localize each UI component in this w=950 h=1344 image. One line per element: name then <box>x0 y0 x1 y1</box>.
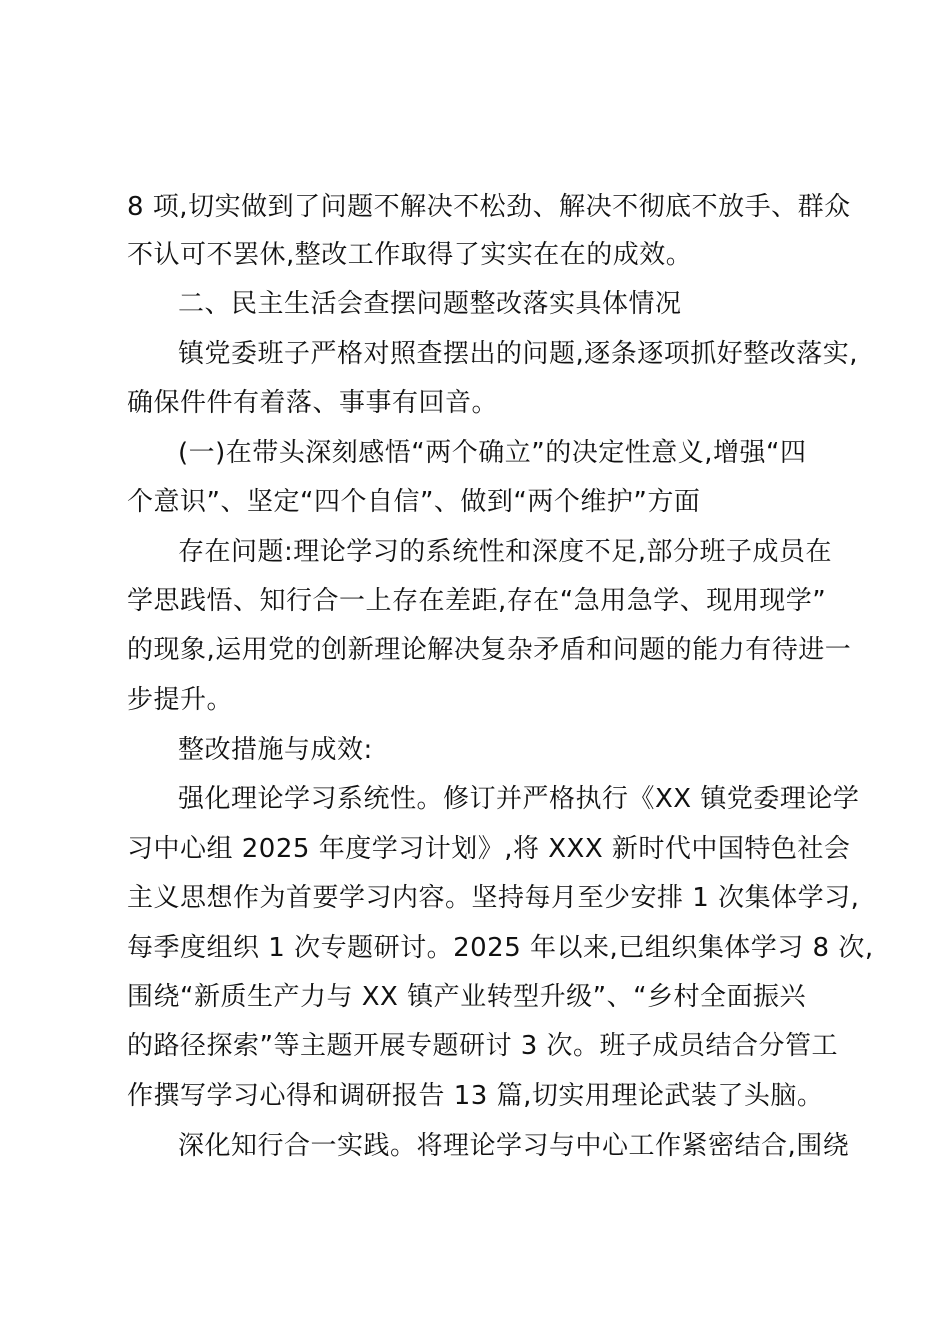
text-line: 习中心组 2025 年度学习计划》,将 XXX 新时代中国特色社会 <box>127 834 851 864</box>
text-line: 深化知行合一实践。将理论学习与中心工作紧密结合,围绕 <box>178 1131 850 1161</box>
text-line: 的路径探索”等主题开展专题研讨 3 次。班子成员结合分管工 <box>127 1031 839 1061</box>
section-heading: 二、民主生活会查摆问题整改落实具体情况 <box>178 289 682 319</box>
text-line: 强化理论学习系统性。修订并严格执行《XX 镇党委理论学 <box>178 784 860 814</box>
text-line: 步提升。 <box>127 685 234 715</box>
text-line: 8 项,切实做到了问题不解决不松劲、解决不彻底不放手、群众 <box>127 192 851 222</box>
text-line: 整改措施与成效: <box>178 735 373 765</box>
subsection-heading: (一)在带头深刻感悟“两个确立”的决定性意义,增强“四 <box>178 438 807 468</box>
subsection-heading: 个意识”、坚定“四个自信”、做到“两个维护”方面 <box>127 487 701 517</box>
text-line: 主义思想作为首要学习内容。坚持每月至少安排 1 次集体学习, <box>127 883 860 913</box>
text-line: 围绕“新质生产力与 XX 镇产业转型升级”、“乡村全面振兴 <box>127 982 807 1012</box>
text-line: 作撰写学习心得和调研报告 13 篇,切实用理论武装了头脑。 <box>127 1081 824 1111</box>
text-line: 镇党委班子严格对照查摆出的问题,逐条逐项抓好整改落实, <box>178 339 859 369</box>
text-line: 的现象,运用党的创新理论解决复杂矛盾和问题的能力有待进一 <box>127 635 852 665</box>
text-line: 存在问题:理论学习的系统性和深度不足,部分班子成员在 <box>178 537 833 567</box>
text-line: 确保件件有着落、事事有回音。 <box>127 388 499 418</box>
text-line: 每季度组织 1 次专题研讨。2025 年以来,已组织集体学习 8 次, <box>127 933 874 963</box>
text-line: 不认可不罢休,整改工作取得了实实在在的成效。 <box>127 240 693 270</box>
text-line: 学思践悟、知行合一上存在差距,存在“急用急学、现用现学” <box>127 586 827 616</box>
